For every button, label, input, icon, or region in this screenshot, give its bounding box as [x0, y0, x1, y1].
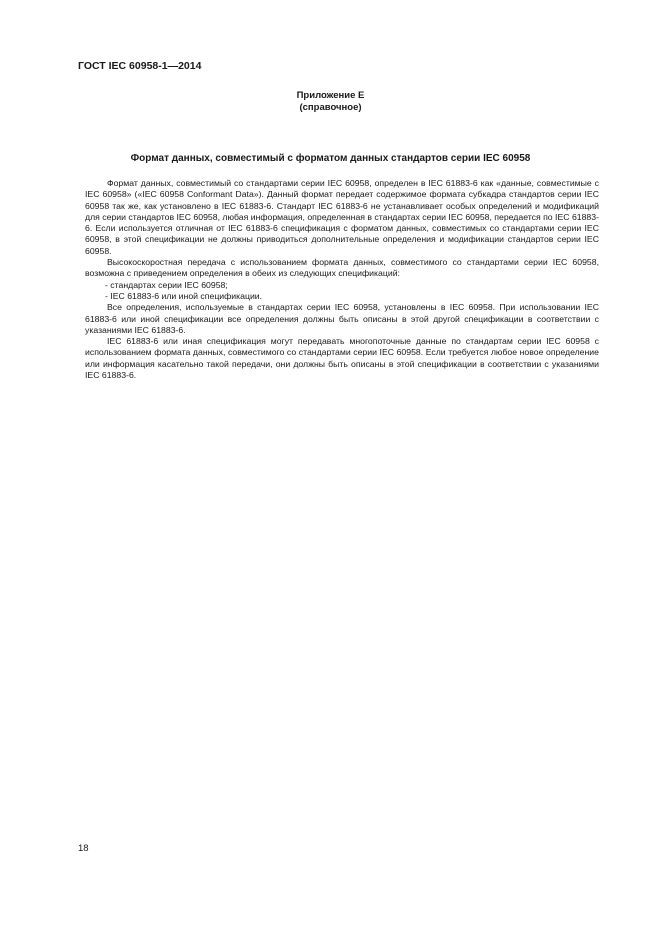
annex-label: Приложение E	[296, 90, 365, 101]
page-number: 18	[78, 843, 89, 854]
paragraph: Все определения, используемые в стандартах серии IEC 60958, установлены в IEC 60958. При использовании IEC 61883-6 или иной спецификации все определения должны быть описаны в этой другой спецификации в соответствии с указаниями IEC 61883-6.	[85, 302, 599, 335]
annex-type: (справочное)	[299, 102, 362, 113]
document-header: ГОСТ IEC 60958-1—2014	[78, 60, 202, 72]
paragraph: IEC 61883-6 или иная спецификация могут передавать многопоточные данные по стандартам серии IEC 60958 с использованием формата данных, совместимого со стандартами серии IEC 60958. Если требуется любое новое определение или информация касательно такой передачи, они должны быть описаны в этой спецификации в соответствии с указаниями IEC 61883-6.	[85, 336, 599, 381]
paragraph: Формат данных, совместимый со стандартами серии IEC 60958, определен в IEC 61883-6 как «данные, совместимые с IEC 60958» («IEC 60958 Conformant Data»). Данный формат передает содержимое формата субкадра стандартов серии IEC 60958 так же, как установлено в IEC 61883-6. Стандарт IEC 61883-6 не устанавливает особых определений и модификаций для серии стандартов IEC 60958, любая информация, определенная в стандартах серии IEC 60958, передается по IEC 61883-6. Если используется отличная от IEC 61883-6 спецификация с форматом данных, совместимых со стандартами серии IEC 60958, в этой спецификации не должны приводиться дополнительные определения и модификации стандартов серии IEC 60958.	[85, 178, 599, 256]
section-title: Формат данных, совместимый с форматом данных стандартов серии IEC 60958	[130, 153, 531, 164]
list-item: - стандартах серии IEC 60958;	[105, 279, 228, 290]
list-item: - IEC 61883-6 или иной спецификации.	[105, 290, 263, 301]
annex-heading	[0, 90, 661, 114]
paragraph: Высокоскоростная передача с использованием формата данных, совместимого со стандартами серии IEC 60958, возможна с приведением определения в обеих из следующих спецификаций:	[85, 257, 599, 279]
body-text	[85, 178, 599, 381]
